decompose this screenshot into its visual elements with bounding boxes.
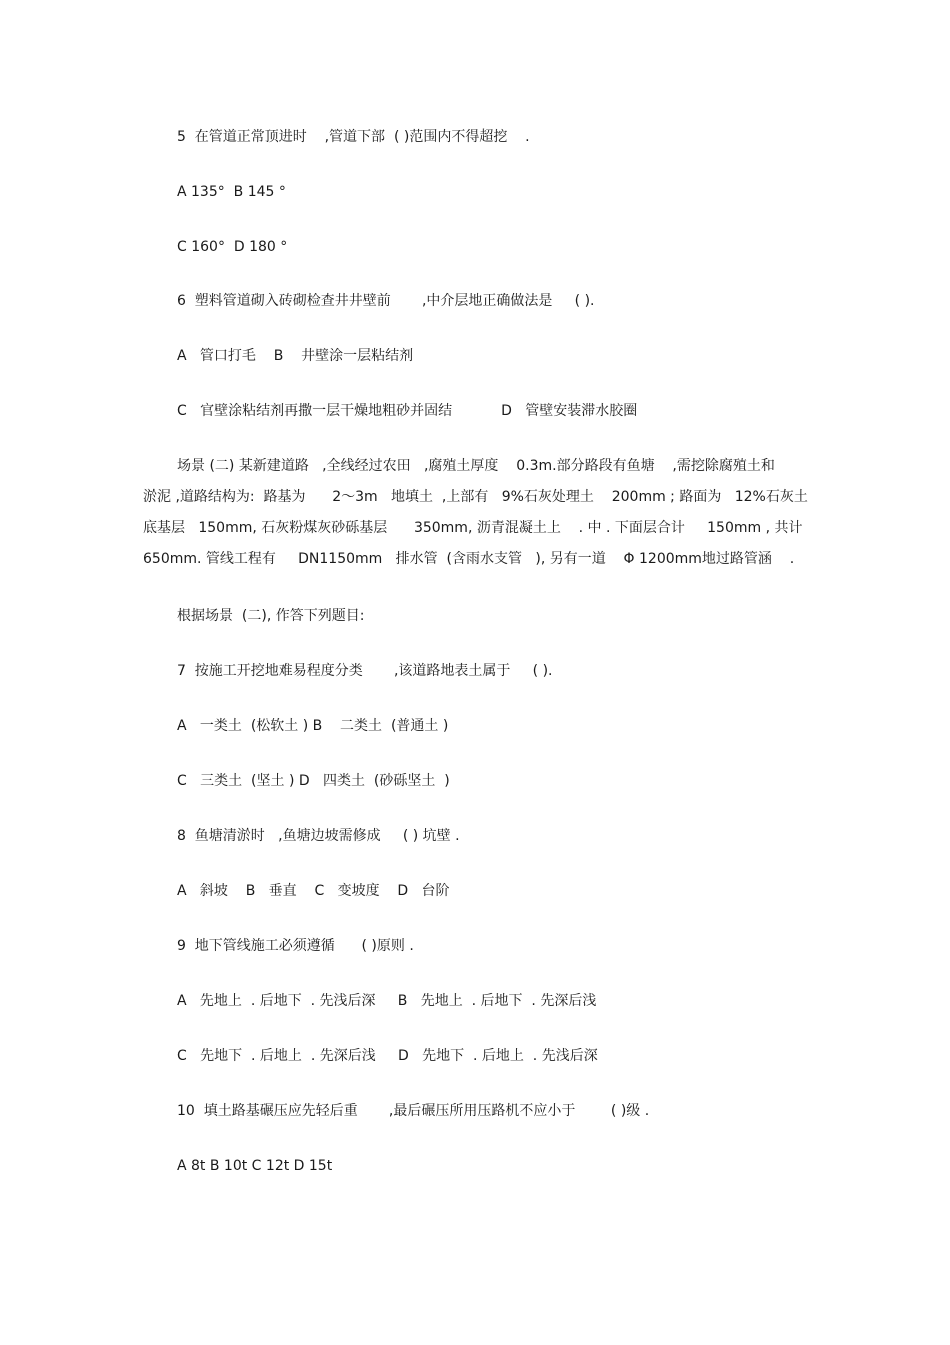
question-7-options-cd: C 三类土 (坚土 ) D 四类土 (砂砾坚土 ) <box>177 773 450 789</box>
question-5-options-cd: C 160° D 180 ° <box>177 239 288 255</box>
question-6-stem: 6 塑料管道砌入砖砌检查井井壁前 ,中介层地正确做法是 ( ). <box>177 293 595 309</box>
question-8-stem: 8 鱼塘清淤时 ,鱼塘边坡需修成 ( ) 坑壁 . <box>177 828 460 844</box>
scenario-2-line-1: 场景 (二) 某新建道路 ,全线经过农田 ,腐殖土厚度 0.3m.部分路段有鱼塘 ,需挖除腐殖土和 <box>177 458 775 474</box>
question-6-options-ab: A 管口打毛 B 井壁涂一层粘结剂 <box>177 348 414 364</box>
question-6-options-cd: C 官壁涂粘结剂再撒一层干燥地粗砂并固结 D 管壁安装滞水胶圈 <box>177 403 638 419</box>
question-7-stem: 7 按施工开挖地难易程度分类 ,该道路地表土属于 ( ). <box>177 663 553 679</box>
scenario-2-line-3: 底基层 150mm, 石灰粉煤灰砂砾基层 350mm, 沥青混凝土上 . 中 . 下面层合计 150mm , 共计 <box>143 520 803 536</box>
question-9-options-cd: C 先地下 . 后地上 . 先深后浅 D 先地下 . 后地上 . 先浅后深 <box>177 1048 598 1064</box>
question-5-stem: 5 在管道正常顶进时 ,管道下部 ( )范围内不得超挖 . <box>177 129 530 145</box>
scenario-2-instruction: 根据场景 (二), 作答下列题目: <box>177 608 365 624</box>
question-10-stem: 10 填土路基碾压应先轻后重 ,最后碾压所用压路机不应小于 ( )级 . <box>177 1103 650 1119</box>
scenario-2-line-4: 650mm. 管线工程有 DN1150mm 排水管 (含雨水支管 ), 另有一道 Φ 1200mm地过路管涵 . <box>143 551 795 567</box>
question-7-options-ab: A 一类土 (松软土 ) B 二类土 (普通土 ) <box>177 718 449 734</box>
scenario-2-line-2: 淤泥 ,道路结构为: 路基为 2～3m 地填土 ,上部有 9%石灰处理土 200mm ; 路面为 12%石灰土 <box>143 489 808 505</box>
question-9-options-ab: A 先地上 . 后地下 . 先浅后深 B 先地上 . 后地下 . 先深后浅 <box>177 993 597 1009</box>
question-8-options: A 斜坡 B 垂直 C 变坡度 D 台阶 <box>177 883 450 899</box>
question-9-stem: 9 地下管线施工必须遵循 ( )原则 . <box>177 938 414 954</box>
question-5-options-ab: A 135° B 145 ° <box>177 184 286 200</box>
scenario-2-paragraph <box>143 451 823 575</box>
question-10-options: A 8t B 10t C 12t D 15t <box>177 1158 333 1174</box>
